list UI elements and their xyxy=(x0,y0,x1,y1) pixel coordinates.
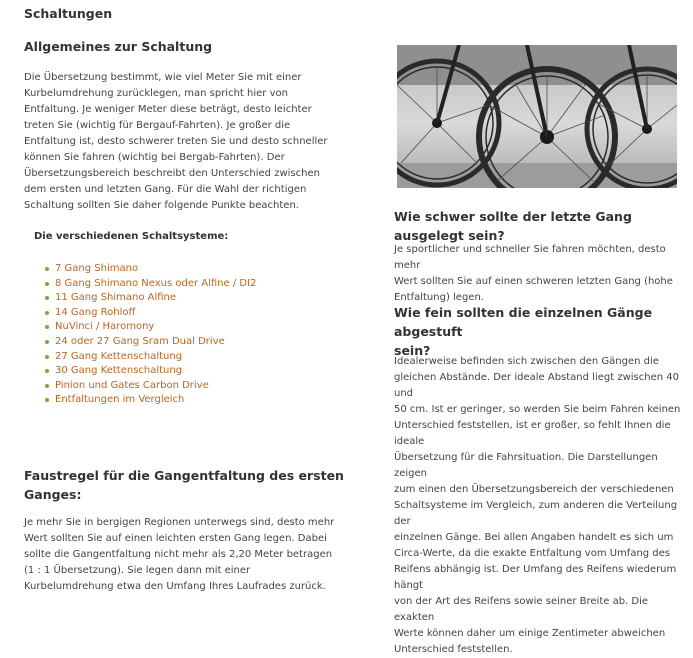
bullet-icon xyxy=(45,282,49,286)
rule-heading: Faustregel für die Gangentfaltung des ersten Ganges: xyxy=(24,468,344,502)
question-steps-heading: Wie fein sollten die einzelnen Gänge abgestuft sein? xyxy=(394,305,653,358)
systems-link-entfaltungen-vergleich[interactable]: Entfaltungen im Vergleich xyxy=(45,393,256,408)
rule-paragraph: Je mehr Sie in bergigen Regionen unterwegs sind, desto mehr Wert sollten Sie auf einen leichten ersten Gang legen. Dabei sollte die Gangentfaltung nicht mehr als 2,20 Meter betragen (1 : 1 Übersetzung). Sie legen dann mit einer Kurbelumdrehung etwa den Umfang Ihres Laufrades zurück. xyxy=(24,517,335,592)
systems-link-pinion-gates[interactable]: Pinion und Gates Carbon Drive xyxy=(45,379,256,394)
bullet-icon xyxy=(45,267,49,271)
bullet-icon xyxy=(45,340,49,344)
systems-list xyxy=(45,262,256,408)
systems-link-sram-dual-drive[interactable]: 24 oder 27 Gang Sram Dual Drive xyxy=(45,335,256,350)
bullet-icon xyxy=(45,384,49,388)
question-last-gear-heading: Wie schwer sollte der letzte Gang ausgelegt sein? xyxy=(394,209,632,243)
systems-link-8-gang-shimano-nexus[interactable]: 8 Gang Shimano Nexus oder Alfine / DI2 xyxy=(45,277,256,292)
question-steps-paragraph: Idealerweise befinden sich zwischen den Gängen die gleichen Abstände. Der ideale Abstand liegt zwischen 40 und 50 cm. Ist er geringer, so werden Sie beim Fahren keinen Unterschied feststellen, ist er großer, so fehlt Ihnen die ideale Übersetzung für die Fahrsituation. Die Darstellungen zeigen zum einen den Übersetzungsbereich der verschiedenen Schaltsysteme im Vergleich, zum anderen die Verteilung der einzelnen Gänge. Bei allen Angaben handelt es sich um Circa-Werte, da die exakte Entfaltung vom Umfang des Reifens abhängig ist. Der Umfang des Reifens wiederum hängt von der Art des Reifens sowie seiner Breite ab. Die exakten Werte können daher um einige Zentimeter abweichen Unterschied feststellen. xyxy=(394,356,681,655)
systems-link-14-gang-rohloff[interactable]: 14 Gang Rohloff xyxy=(45,306,256,321)
bullet-icon xyxy=(45,369,49,373)
systems-heading: Die verschiedenen Schaltsysteme: xyxy=(34,231,229,242)
systems-link-30-gang-kettenschaltung[interactable]: 30 Gang Kettenschaltung xyxy=(45,364,256,379)
intro-paragraph: Die Übersetzung bestimmt, wie viel Meter Sie mit einer Kurbelumdrehung zurücklegen, man spricht hier von Entfaltung. Je weniger Meter diese beträgt, desto leichter treten Sie (wichtig für Bergauf-Fahrten). Je großer die Entfaltung ist, desto schwerer treten Sie und desto schneller können Sie fahren (wichtig bei Bergab-Fahrten). Der Übersetzungsbereich beschreibt den Unterschied zwischen dem ersten und letzten Gang. Für die Wahl der richtigen Schaltung sollten Sie daher folgende Punkte beachten. xyxy=(24,72,328,211)
page-title: Schaltungen xyxy=(24,6,113,21)
systems-link-nuvinci[interactable]: NuVinci / Haromony xyxy=(45,320,256,335)
systems-link-7-gang-shimano[interactable]: 7 Gang Shimano xyxy=(45,262,256,277)
systems-link-27-gang-kettenschaltung[interactable]: 27 Gang Kettenschaltung xyxy=(45,350,256,365)
bicycles-photo xyxy=(397,45,677,188)
bullet-icon xyxy=(45,325,49,329)
bullet-icon xyxy=(45,296,49,300)
bullet-icon xyxy=(45,398,49,402)
section-heading-general: Allgemeines zur Schaltung xyxy=(24,39,213,54)
question-last-gear-paragraph: Je sportlicher und schneller Sie fahren möchten, desto mehr Wert sollten Sie auf einen schweren letzten Gang (hohe Entfaltung) legen. xyxy=(394,244,673,303)
systems-link-11-gang-shimano-alfine[interactable]: 11 Gang Shimano Alfine xyxy=(45,291,256,306)
bicycles-icon xyxy=(397,45,677,188)
bullet-icon xyxy=(45,355,49,359)
bullet-icon xyxy=(45,311,49,315)
